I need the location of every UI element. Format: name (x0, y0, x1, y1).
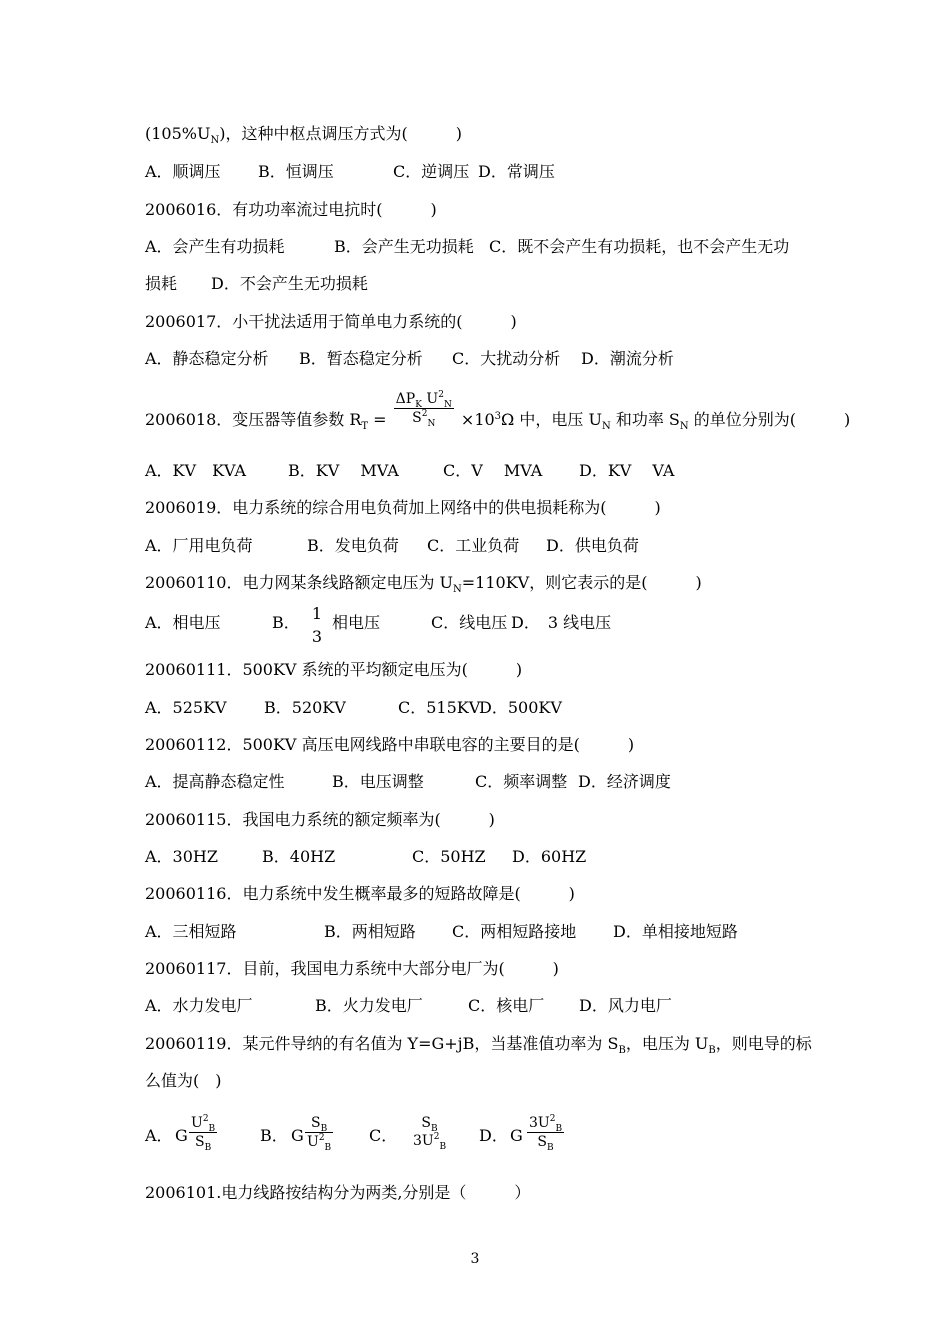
option-b: B． (272, 613, 300, 632)
question-stem: 20060111．500KV 系统的平均额定电压为( ) (145, 660, 523, 679)
option-a: A．525KV (145, 698, 227, 717)
option-b-label: B． (260, 1126, 288, 1145)
option-d: D．单相接地短路 (613, 922, 738, 941)
g-symbol: G (175, 1126, 188, 1145)
question-stem: 20060117．目前，我国电力系统中大部分电厂为( ) (145, 959, 559, 978)
option-row (145, 164, 845, 184)
option-row (145, 774, 845, 794)
resistance-formula: $\frac{\Delta P_K U^2_N}{S^2_N}$ (395, 390, 452, 429)
option-row (145, 538, 845, 558)
option-a: A．静态稳定分析 (145, 349, 269, 368)
option-d: D．KV VA (579, 461, 675, 480)
option-b: B．电压调整 (332, 772, 424, 791)
option-c: C．50HZ (412, 847, 486, 866)
option-c: C．大扰动分析 (452, 349, 561, 368)
option-row (145, 351, 845, 371)
option-b: B．发电负荷 (307, 536, 399, 555)
option-d: D．不会产生无功损耗 (211, 274, 368, 293)
question-stem: 2006017．小干扰法适用于简单电力系统的( ) (145, 312, 517, 331)
question-stem-continued: 么值为( ) (145, 1071, 222, 1090)
stem-text: 2006018．变压器等值参数 $R_T$ = (145, 410, 387, 432)
fraction-3u2-over-s: $\frac{3U^2_B}{S_B}$ (529, 1114, 563, 1153)
option-b: B．520KV (264, 698, 346, 717)
option-row (145, 998, 845, 1018)
option-b: B．恒调压 (258, 162, 334, 181)
option-d: D．常调压 (478, 162, 555, 181)
question-stem: $(105\%U_N)$，这种中枢点调压方式为( ) (145, 124, 462, 146)
option-row (145, 276, 845, 296)
option-a: A．会产生有功损耗 (145, 237, 285, 256)
question-stem: 2006101.电力线路按结构分为两类,分别是（ ） (145, 1183, 531, 1202)
option-c: C．515KV (398, 698, 481, 717)
option-d: D． 3 线电压 (511, 613, 612, 632)
option-a: A．提高静态稳定性 (145, 772, 285, 791)
option-a: A．顺调压 (145, 162, 221, 181)
g-symbol: G (291, 1126, 304, 1145)
option-row (145, 463, 845, 483)
option-c: C．既不会产生有功损耗，也不会产生无功 (489, 237, 790, 256)
question-stem: 20060116．电力系统中发生概率最多的短路故障是( ) (145, 884, 575, 903)
option-b: B．KV MVA (288, 461, 399, 480)
option-d-label: D． (479, 1126, 508, 1145)
option-row (145, 1112, 845, 1168)
fraction-s-over-3u2: $S_B$ $3U^2_B$ (413, 1115, 447, 1152)
g-symbol: G (510, 1126, 523, 1145)
question-stem: 20060119．某元件导纳的有名值为 Y=G+jB，当基准值功率为 $S_B$，电压为 $U_B$，则电导的标 (145, 1034, 812, 1056)
option-a: A．厂用电负荷 (145, 536, 253, 555)
question-stem: 20060110．电力网某条线路额定电压为 $U_N=110KV$，则它表示的是( ) (145, 573, 702, 595)
option-row (145, 604, 845, 648)
option-b: B．暂态稳定分析 (299, 349, 423, 368)
option-a: A．相电压 (145, 613, 221, 632)
question-stem: 20060115．我国电力系统的额定频率为( ) (145, 810, 495, 829)
option-a-label: A． (145, 1126, 173, 1145)
option-a: A．KV KVA (145, 461, 247, 480)
option-c: C．两相短路接地 (452, 922, 577, 941)
question-stem: 2006019．电力系统的综合用电负荷加上网络中的供电损耗称为( ) (145, 498, 661, 517)
stem-text: $\times 10^3\Omega$ 中，电压 $U_N$ 和功率 $S_N$ 的单位分别为( ) (460, 410, 851, 432)
option-b: B．40HZ (262, 847, 336, 866)
question-stem (145, 392, 850, 444)
option-b: B．两相短路 (324, 922, 416, 941)
option-b-text: 相电压 (332, 613, 381, 632)
fraction-u2-over-s: $\frac{U^2_B}{S_B}$ (191, 1114, 216, 1153)
option-c-label: C． (369, 1126, 398, 1145)
option-d: D．经济调度 (578, 772, 671, 791)
fraction-s-over-u2: $\frac{S_B}{U^2_B}$ (307, 1115, 332, 1153)
option-c: C．V MVA (443, 461, 543, 480)
option-a: A．水力发电厂 (145, 996, 253, 1015)
question-stem: 20060112．500KV 高压电网线路中串联电容的主要目的是( ) (145, 735, 635, 754)
option-c: C．逆调压 (393, 162, 470, 181)
option-c: C．核电厂 (468, 996, 545, 1015)
option-b: B．火力发电厂 (315, 996, 423, 1015)
option-row (145, 849, 845, 869)
option-d: D．500KV (479, 698, 562, 717)
option-row (145, 924, 845, 944)
option-c: C．工业负荷 (427, 536, 520, 555)
option-c: C．线电压 (431, 613, 508, 632)
option-c-continued: 损耗 (145, 274, 178, 293)
option-b: B．会产生无功损耗 (334, 237, 474, 256)
option-row (145, 700, 845, 720)
option-d: D．潮流分析 (581, 349, 674, 368)
option-row (145, 239, 845, 259)
option-c: C．频率调整 (475, 772, 568, 791)
option-d: D．风力电厂 (579, 996, 672, 1015)
option-d: D．供电负荷 (546, 536, 639, 555)
option-a: A．30HZ (145, 847, 218, 866)
question-stem: 2006016．有功功率流过电抗时( ) (145, 200, 437, 219)
one-over-three-fraction: 1 3 (311, 604, 323, 646)
option-a: A．三相短路 (145, 922, 237, 941)
page-number: 3 (470, 1251, 480, 1267)
option-d: D．60HZ (512, 847, 587, 866)
